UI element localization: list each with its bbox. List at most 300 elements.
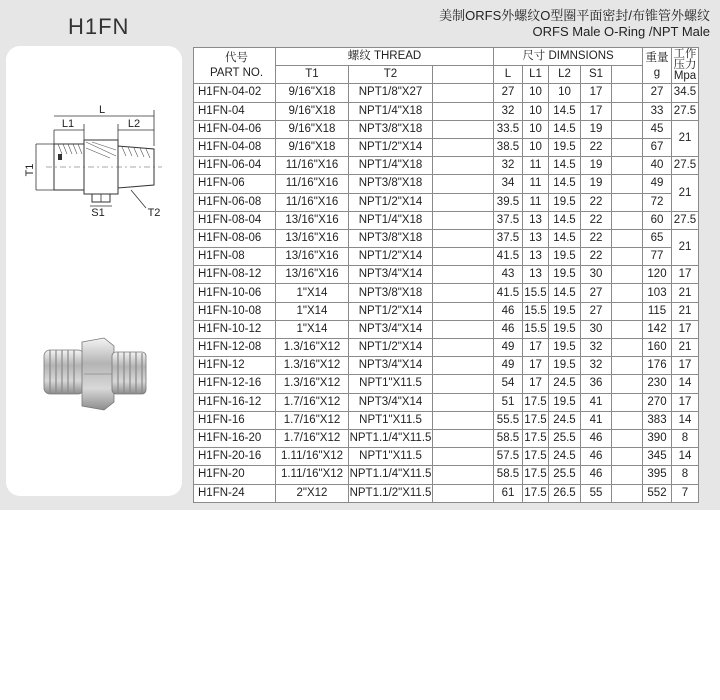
s1-cell: 30 [581,266,612,284]
t1-cell: 13/16"X16 [276,229,349,247]
part-no-cell: H1FN-16 [194,411,276,429]
spacer-cell-2 [612,120,643,138]
l2-cell: 25.5 [549,466,581,484]
table-row [194,466,699,484]
l1-cell: 10 [523,138,549,156]
s1-cell: 22 [581,193,612,211]
part-no-cell: H1FN-04-08 [194,138,276,156]
l1-cell: 17.5 [523,484,549,502]
l2-cell: 24.5 [549,375,581,393]
pressure-cell: 14 [672,411,699,429]
t1-cell: 9/16"X18 [276,84,349,102]
t2-cell: NPT1.1/4"X11.5 [349,429,433,447]
l-cell: 49 [494,339,523,357]
weight-cell: 120 [643,266,672,284]
header-weight: 重量 g [643,48,672,84]
header-dimensions: 尺寸 DIMNSIONS [494,48,643,66]
spacer-cell [433,375,494,393]
l2-cell: 19.5 [549,339,581,357]
part-no-cell: H1FN-12-08 [194,339,276,357]
spacer-cell [433,284,494,302]
part-no-cell: H1FN-16-12 [194,393,276,411]
spacer-cell-2 [612,357,643,375]
t2-cell: NPT1"X11.5 [349,448,433,466]
t1-cell: 1.11/16"X12 [276,448,349,466]
l-cell: 33.5 [494,120,523,138]
part-no-cell: H1FN-06-04 [194,157,276,175]
table-row [194,375,699,393]
part-no-cell: H1FN-24 [194,484,276,502]
l-cell: 58.5 [494,429,523,447]
l2-cell: 25.5 [549,429,581,447]
table-row [194,229,699,247]
header-spacer-2 [612,66,643,84]
product-image-box [6,46,182,496]
spacer-cell [433,229,494,247]
table-row [194,302,699,320]
spacer-cell [433,357,494,375]
table-row [194,357,699,375]
part-no-cell: H1FN-20 [194,466,276,484]
spec-table [193,47,699,503]
t2-cell: NPT1/2"X14 [349,302,433,320]
weight-cell: 60 [643,211,672,229]
pressure-cell: 14 [672,375,699,393]
dim-label-t1: T1 [24,163,36,177]
part-no-cell: H1FN-08 [194,248,276,266]
weight-cell: 383 [643,411,672,429]
spacer-cell-2 [612,229,643,247]
spacer-cell-2 [612,175,643,193]
spacer-cell-2 [612,302,643,320]
pressure-cell: 27.5 [672,211,699,229]
pressure-cell: 8 [672,429,699,447]
spacer-cell-2 [612,484,643,502]
table-row [194,411,699,429]
spacer-cell [433,120,494,138]
weight-cell: 345 [643,448,672,466]
t1-cell: 1.3/16"X12 [276,339,349,357]
l2-cell: 19.5 [549,357,581,375]
s1-cell: 22 [581,211,612,229]
l-cell: 37.5 [494,229,523,247]
part-no-cell: H1FN-04-02 [194,84,276,102]
l2-cell: 10 [549,84,581,102]
header-thread: 螺纹 THREAD [276,48,494,66]
t1-cell: 9/16"X18 [276,138,349,156]
weight-cell: 40 [643,157,672,175]
weight-cell: 115 [643,302,672,320]
spacer-cell [433,339,494,357]
s1-cell: 17 [581,84,612,102]
weight-cell: 27 [643,84,672,102]
s1-cell: 55 [581,484,612,502]
weight-cell: 77 [643,248,672,266]
header-part-no: 代号 PART NO. [194,48,276,84]
l1-cell: 17.5 [523,466,549,484]
l1-cell: 11 [523,157,549,175]
table-row [194,248,699,266]
weight-cell: 230 [643,375,672,393]
s1-cell: 41 [581,411,612,429]
s1-cell: 46 [581,429,612,447]
l1-cell: 17.5 [523,448,549,466]
t1-cell: 11/16"X16 [276,157,349,175]
l2-cell: 19.5 [549,266,581,284]
t2-cell: NPT1/2"X14 [349,138,433,156]
spec-table-body [194,84,699,502]
weight-cell: 176 [643,357,672,375]
t2-cell: NPT1/4"X18 [349,157,433,175]
l1-cell: 17.5 [523,429,549,447]
weight-cell: 142 [643,320,672,338]
s1-cell: 46 [581,448,612,466]
part-no-cell: H1FN-10-08 [194,302,276,320]
l1-cell: 10 [523,120,549,138]
t2-cell: NPT3/8"X18 [349,229,433,247]
table-row [194,266,699,284]
pressure-cell: 8 [672,466,699,484]
l-cell: 34 [494,175,523,193]
t2-cell: NPT3/4"X14 [349,357,433,375]
table-row [194,138,699,156]
l-cell: 57.5 [494,448,523,466]
spacer-cell-2 [612,339,643,357]
table-row [194,448,699,466]
l-cell: 61 [494,484,523,502]
s1-cell: 46 [581,466,612,484]
t2-cell: NPT1/4"X18 [349,102,433,120]
s1-cell: 22 [581,229,612,247]
t2-cell: NPT3/4"X14 [349,320,433,338]
t1-cell: 1"X14 [276,320,349,338]
t2-cell: NPT3/8"X18 [349,284,433,302]
pressure-cell: 7 [672,484,699,502]
l2-cell: 14.5 [549,229,581,247]
spacer-cell [433,320,494,338]
header-spacer [433,66,494,84]
header-s1: S1 [581,66,612,84]
t2-cell: NPT3/4"X14 [349,266,433,284]
spacer-cell [433,102,494,120]
l2-cell: 26.5 [549,484,581,502]
s1-cell: 32 [581,339,612,357]
t1-cell: 13/16"X16 [276,211,349,229]
spacer-cell-2 [612,429,643,447]
spacer-cell-2 [612,157,643,175]
weight-cell: 49 [643,175,672,193]
spacer-cell-2 [612,448,643,466]
spacer-cell [433,84,494,102]
t1-cell: 13/16"X16 [276,266,349,284]
weight-cell: 72 [643,193,672,211]
l1-cell: 13 [523,266,549,284]
l2-cell: 24.5 [549,411,581,429]
table-row [194,284,699,302]
l-cell: 27 [494,84,523,102]
model-title: H1FN [68,14,130,39]
l-cell: 43 [494,266,523,284]
l2-cell: 24.5 [549,448,581,466]
t2-cell: NPT1/2"X14 [349,193,433,211]
s1-cell: 32 [581,357,612,375]
t2-cell: NPT3/8"X18 [349,120,433,138]
pressure-cell: 17 [672,266,699,284]
l2-cell: 14.5 [549,102,581,120]
technical-drawing [6,46,182,496]
spacer-cell-2 [612,284,643,302]
part-no-cell: H1FN-04 [194,102,276,120]
t2-cell: NPT1.1/4"X11.5 [349,466,433,484]
s1-cell: 22 [581,138,612,156]
l1-cell: 11 [523,175,549,193]
s1-cell: 19 [581,175,612,193]
l-cell: 37.5 [494,211,523,229]
l1-cell: 17 [523,339,549,357]
table-row [194,320,699,338]
fitting-render [44,338,146,410]
t2-cell: NPT3/4"X14 [349,393,433,411]
header-l: L [494,66,523,84]
spacer-cell [433,138,494,156]
table-row [194,429,699,447]
spacer-cell [433,448,494,466]
spacer-cell [433,393,494,411]
pressure-cell: 21 [672,302,699,320]
heading-en: ORFS Male O-Ring /NPT Male [532,24,710,39]
spacer-cell-2 [612,375,643,393]
weight-cell: 67 [643,138,672,156]
l1-cell: 15.5 [523,284,549,302]
table-row [194,393,699,411]
table-row [194,102,699,120]
l-cell: 49 [494,357,523,375]
t1-cell: 9/16"X18 [276,120,349,138]
header-t2: T2 [349,66,433,84]
header-l1: L1 [523,66,549,84]
l2-cell: 19.5 [549,193,581,211]
s1-cell: 22 [581,248,612,266]
spacer-cell [433,266,494,284]
pressure-cell: 21 [672,229,699,265]
t1-cell: 1.3/16"X12 [276,357,349,375]
t1-cell: 13/16"X16 [276,248,349,266]
table-row [194,175,699,193]
l2-cell: 14.5 [549,211,581,229]
spacer-cell [433,302,494,320]
l-cell: 32 [494,157,523,175]
s1-cell: 36 [581,375,612,393]
l-cell: 46 [494,302,523,320]
s1-cell: 27 [581,302,612,320]
pressure-cell: 21 [672,175,699,211]
spacer-cell [433,193,494,211]
weight-cell: 45 [643,120,672,138]
spacer-cell-2 [612,411,643,429]
t2-cell: NPT1/8"X27 [349,84,433,102]
l1-cell: 13 [523,229,549,247]
l-cell: 38.5 [494,138,523,156]
l2-cell: 14.5 [549,157,581,175]
t1-cell: 11/16"X16 [276,193,349,211]
part-no-cell: H1FN-12 [194,357,276,375]
spacer-cell-2 [612,266,643,284]
part-no-cell: H1FN-16-20 [194,429,276,447]
spacer-cell [433,411,494,429]
t2-cell: NPT1"X11.5 [349,411,433,429]
l1-cell: 17.5 [523,411,549,429]
l1-cell: 11 [523,193,549,211]
t2-cell: NPT1/2"X14 [349,339,433,357]
l1-cell: 17 [523,357,549,375]
l-cell: 51 [494,393,523,411]
l1-cell: 10 [523,102,549,120]
weight-cell: 65 [643,229,672,247]
l-cell: 41.5 [494,284,523,302]
spacer-cell-2 [612,248,643,266]
weight-cell: 552 [643,484,672,502]
header-pressure: 工作压力 Mpa [673,48,697,83]
t2-cell: NPT3/8"X18 [349,175,433,193]
l-cell: 32 [494,102,523,120]
part-no-cell: H1FN-12-16 [194,375,276,393]
spacer-cell [433,211,494,229]
table-row [194,193,699,211]
spacer-cell-2 [612,138,643,156]
pressure-cell: 21 [672,339,699,357]
l2-cell: 19.5 [549,302,581,320]
l2-cell: 14.5 [549,120,581,138]
l2-cell: 19.5 [549,138,581,156]
product-heading [439,8,710,40]
dim-label-l1: L1 [61,118,75,130]
part-no-cell: H1FN-08-04 [194,211,276,229]
spacer-cell [433,248,494,266]
l-cell: 46 [494,320,523,338]
l2-cell: 19.5 [549,320,581,338]
t1-cell: 1.11/16"X12 [276,466,349,484]
dim-label-l2: L2 [127,118,141,130]
header-t1: T1 [276,66,349,84]
spacer-cell-2 [612,466,643,484]
dim-label-t2: T2 [147,207,161,219]
t1-cell: 1"X14 [276,302,349,320]
t1-cell: 11/16"X16 [276,175,349,193]
weight-cell: 395 [643,466,672,484]
spacer-cell-2 [612,84,643,102]
part-no-cell: H1FN-20-16 [194,448,276,466]
weight-cell: 103 [643,284,672,302]
spacer-cell-2 [612,393,643,411]
pressure-cell: 27.5 [672,102,699,120]
spacer-cell-2 [612,211,643,229]
l-cell: 55.5 [494,411,523,429]
t2-cell: NPT1/4"X18 [349,211,433,229]
pressure-cell: 21 [672,284,699,302]
l-cell: 41.5 [494,248,523,266]
spacer-cell [433,157,494,175]
l2-cell: 14.5 [549,175,581,193]
spacer-cell [433,175,494,193]
table-row [194,211,699,229]
part-no-cell: H1FN-10-12 [194,320,276,338]
heading-cn: 美制ORFS外螺纹O型圈平面密封/布锥管外螺纹 [439,8,710,23]
s1-cell: 41 [581,393,612,411]
l1-cell: 13 [523,248,549,266]
l-cell: 58.5 [494,466,523,484]
weight-cell: 390 [643,429,672,447]
spacer-cell-2 [612,193,643,211]
l2-cell: 19.5 [549,393,581,411]
t1-cell: 1.7/16"X12 [276,429,349,447]
s1-cell: 19 [581,120,612,138]
l1-cell: 15.5 [523,320,549,338]
dim-label-s1: S1 [91,207,105,219]
t1-cell: 1.7/16"X12 [276,393,349,411]
spacer-cell-2 [612,102,643,120]
weight-cell: 33 [643,102,672,120]
t2-cell: NPT1/2"X14 [349,248,433,266]
part-no-cell: H1FN-08-12 [194,266,276,284]
table-row [194,120,699,138]
dim-label-l: L [98,104,106,116]
table-row [194,157,699,175]
table-row [194,484,699,502]
pressure-cell: 14 [672,448,699,466]
pressure-cell: 17 [672,357,699,375]
part-no-cell: H1FN-06 [194,175,276,193]
table-row [194,84,699,102]
l-cell: 39.5 [494,193,523,211]
t1-cell: 2"X12 [276,484,349,502]
t2-cell: NPT1.1/2"X11.5 [349,484,433,502]
t1-cell: 1.7/16"X12 [276,411,349,429]
header-l2: L2 [549,66,581,84]
l2-cell: 19.5 [549,248,581,266]
spacer-cell-2 [612,320,643,338]
table-row [194,339,699,357]
pressure-cell: 21 [672,120,699,156]
spacer-cell [433,466,494,484]
s1-cell: 30 [581,320,612,338]
t2-cell: NPT1"X11.5 [349,375,433,393]
l2-cell: 14.5 [549,284,581,302]
pressure-cell: 27.5 [672,157,699,175]
pressure-cell: 17 [672,393,699,411]
l1-cell: 15.5 [523,302,549,320]
t1-cell: 1"X14 [276,284,349,302]
weight-cell: 270 [643,393,672,411]
s1-cell: 27 [581,284,612,302]
l-cell: 54 [494,375,523,393]
part-no-cell: H1FN-04-06 [194,120,276,138]
l1-cell: 17 [523,375,549,393]
l1-cell: 17.5 [523,393,549,411]
pressure-cell: 34.5 [672,84,699,102]
weight-cell: 160 [643,339,672,357]
spacer-cell [433,429,494,447]
spacer-cell [433,484,494,502]
s1-cell: 19 [581,157,612,175]
s1-cell: 17 [581,102,612,120]
t1-cell: 1.3/16"X12 [276,375,349,393]
t1-cell: 9/16"X18 [276,102,349,120]
pressure-cell: 17 [672,320,699,338]
part-no-cell: H1FN-06-08 [194,193,276,211]
l1-cell: 10 [523,84,549,102]
part-no-cell: H1FN-10-06 [194,284,276,302]
part-no-cell: H1FN-08-06 [194,229,276,247]
